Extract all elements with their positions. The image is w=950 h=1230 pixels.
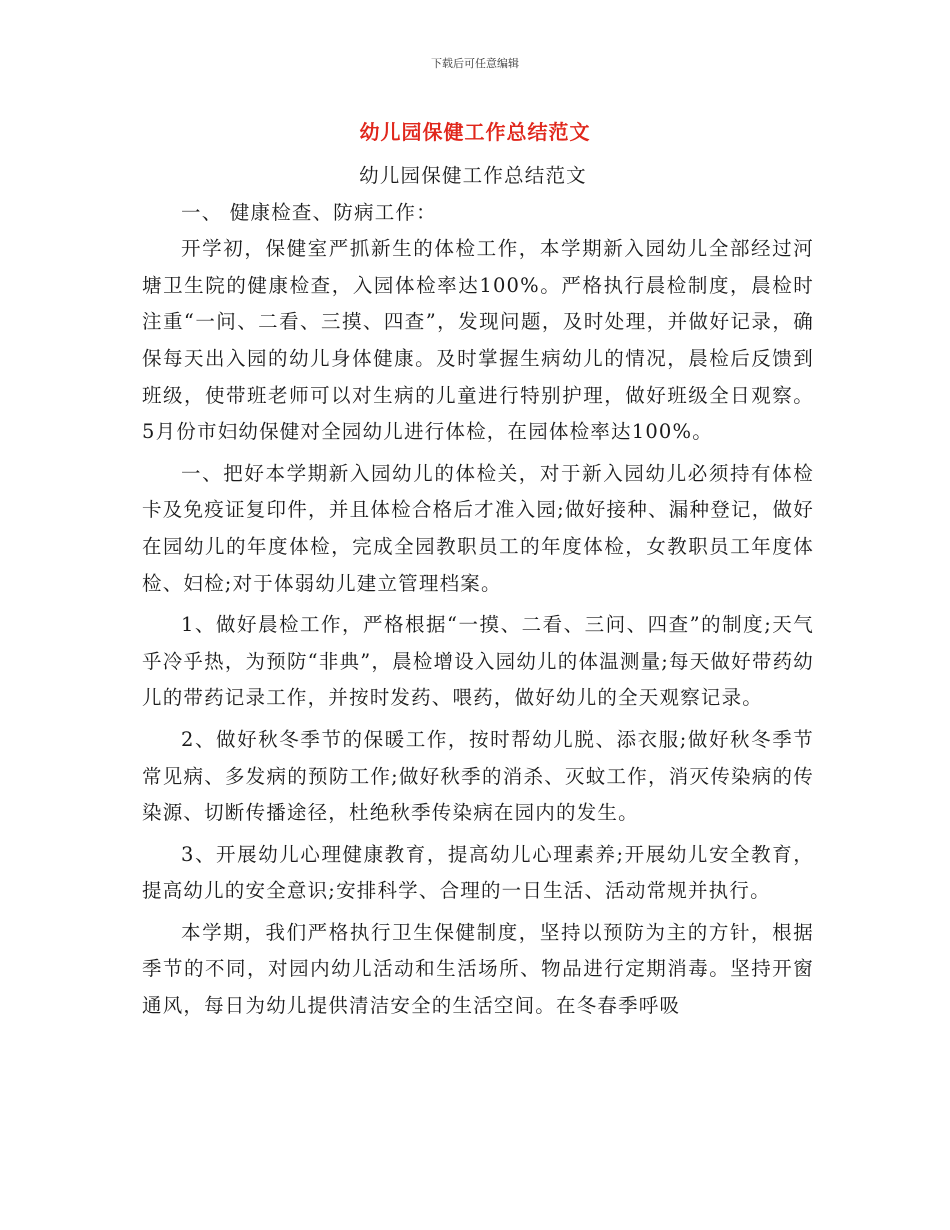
document-title: 幼儿园保健工作总结范文 [359,120,591,144]
paragraph: 2、做好秋冬季节的保暖工作，按时帮幼儿脱、添衣服;做好秋冬季节常见病、多发病的预防工作;做好秋季的消杀、灭蚊工作，消灭传染病的传染源、切断传播途径，杜绝秋季传染病在园内的发生。 [142,727,814,825]
paragraph: 3、开展幼儿心理健康教育，提高幼儿心理素养;开展幼儿安全教育，提高幼儿的安全意识;安排科学、合理的一日生活、活动常规并执行。 [142,842,814,903]
section-heading: 一、 健康检查、防病工作： [181,200,437,224]
paragraph: 本学期，我们严格执行卫生保健制度，坚持以预防为主的方针，根据季节的不同，对园内幼儿活动和生活场所、物品进行定期消毒。坚持开窗通风，每日为幼儿提供清洁安全的生活空间。在冬春季呼吸 [142,920,814,1018]
paragraph: 1、做好晨检工作，严格根据“一摸、二看、三问、四查”的制度;天气乎冷乎热，为预防“非典”，晨检增设入园幼儿的体温测量;每天做好带药幼儿的带药记录工作，并按时发药、喂药，做好幼儿的全天观察记录。 [142,613,814,710]
paragraph: 一、把好本学期新入园幼儿的体检关，对于新入园幼儿必须持有体检卡及免疫证复印件，并且体检合格后才准入园;做好接种、漏种登记，做好在园幼儿的年度体检，完成全园教职员工的年度体检，女教职员工年度体检、妇检;对于体弱幼儿建立管理档案。 [142,461,814,595]
paragraph: 开学初，保健室严抓新生的体检工作，本学期新入园幼儿全部经过河塘卫生院的健康检查，入园体检率达100%。严格执行晨检制度，晨检时注重“一问、二看、三摸、四查”，发现问题，及时处理，并做好记录，确保每天出入园的幼儿身体健康。及时掌握生病幼儿的情况，晨检后反馈到班级，使带班老师可以对生病的儿童进行特别护理，做好班级全日观察。5月份市妇幼保健对全园幼儿进行体检，在园体检率达100%。 [142,237,814,444]
header-note: 下载后可任意编辑 [431,57,519,70]
document-subtitle: 幼儿园保健工作总结范文 [359,164,587,187]
document-body [142,158,814,1030]
